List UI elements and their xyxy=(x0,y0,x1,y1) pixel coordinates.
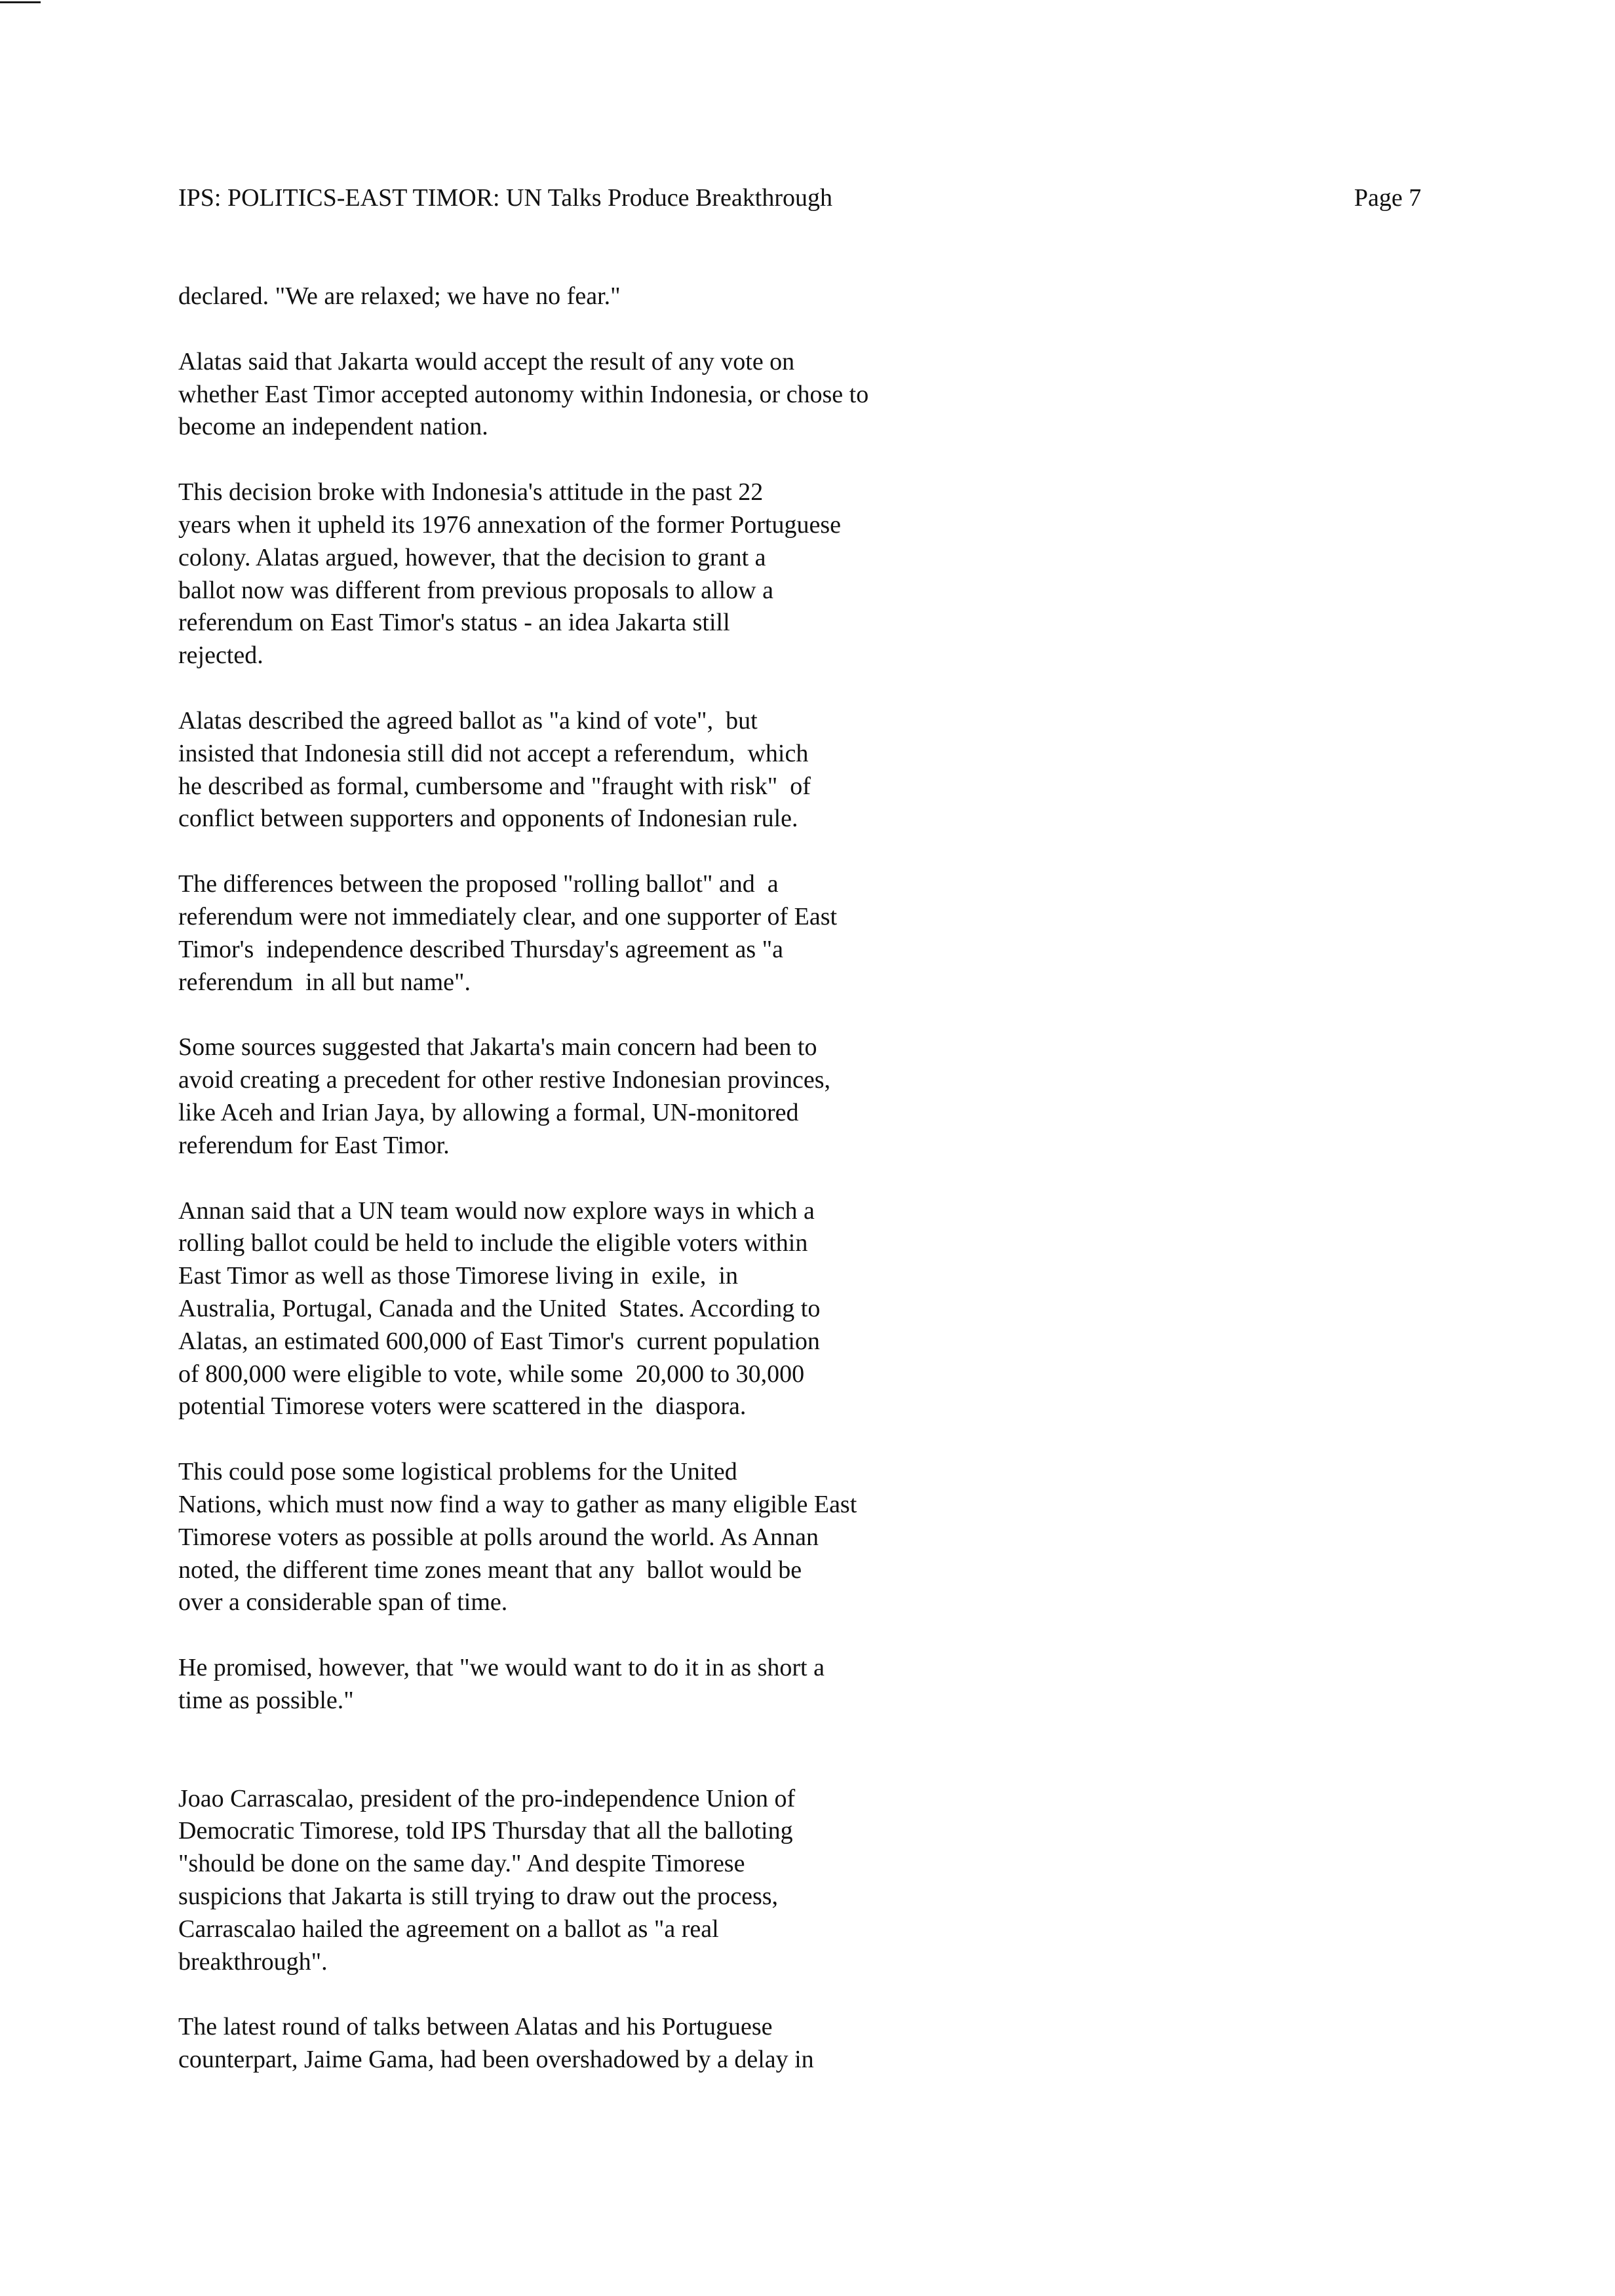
text-line: ballot now was different from previous proposals to allow a xyxy=(178,576,773,604)
text-line: whether East Timor accepted autonomy within Indonesia, or chose to xyxy=(178,380,869,408)
text-line: suspicions that Jakarta is still trying to draw out the process, xyxy=(178,1883,779,1911)
paragraph-3 xyxy=(178,476,978,672)
text-line: rejected. xyxy=(178,641,263,670)
text-line: colony. Alatas argued, however, that the decision to grant a xyxy=(178,543,766,571)
text-line: of 800,000 were eligible to vote, while some 20,000 to 30,000 xyxy=(178,1360,805,1388)
paragraph-1 xyxy=(178,280,978,313)
paragraph-spacer xyxy=(178,313,978,346)
text-line: Australia, Portugal, Canada and the United States. According to xyxy=(178,1294,821,1322)
text-line: conflict between supporters and opponents of Indonesian rule. xyxy=(178,805,798,833)
text-line: counterpart, Jaime Gama, had been overshadowed by a delay in xyxy=(178,2046,814,2074)
text-line: over a considerable span of time. xyxy=(178,1588,508,1617)
text-line: Some sources suggested that Jakarta's main concern had been to xyxy=(178,1033,817,1062)
text-line: The differences between the proposed "rolling ballot" and a xyxy=(178,870,779,898)
text-line: Timorese voters as possible at polls around the world. As Annan xyxy=(178,1523,819,1551)
text-line: years when it upheld its 1976 annexation of the former Portuguese xyxy=(178,510,841,539)
paragraph-2 xyxy=(178,346,978,444)
text-line: This could pose some logistical problems for the United xyxy=(178,1458,737,1486)
paragraph-9 xyxy=(178,1652,978,1717)
text-line: rolling ballot could be held to include the eligible voters within xyxy=(178,1229,808,1257)
paragraph-spacer xyxy=(178,1423,978,1456)
text-line: Alatas described the agreed ballot as "a kind of vote", but xyxy=(178,706,758,735)
text-line: time as possible." xyxy=(178,1686,354,1714)
paragraph-spacer xyxy=(178,1619,978,1652)
text-line: referendum in all but name". xyxy=(178,968,471,996)
text-line: become an independent nation. xyxy=(178,413,488,441)
paragraph-spacer xyxy=(178,999,978,1031)
text-line: referendum on East Timor's status - an idea Jakarta still xyxy=(178,609,730,637)
paragraph-5 xyxy=(178,868,978,999)
paragraph-spacer-large xyxy=(178,1717,978,1783)
text-line: he described as formal, cumbersome and "fraught with risk" of xyxy=(178,772,811,800)
text-line: referendum were not immediately clear, and one supporter of East xyxy=(178,902,838,930)
text-line: referendum for East Timor. xyxy=(178,1131,450,1159)
text-line: Timor's independence described Thursday's agreement as "a xyxy=(178,935,784,963)
text-line: East Timor as well as those Timorese living in exile, in xyxy=(178,1262,738,1290)
text-line: Annan said that a UN team would now explore ways in which a xyxy=(178,1196,815,1225)
text-line: "should be done on the same day." And despite Timorese xyxy=(178,1850,745,1878)
text-line: Alatas, an estimated 600,000 of East Timor's current population xyxy=(178,1327,820,1355)
paragraph-6 xyxy=(178,1031,978,1162)
text-line: potential Timorese voters were scattered in the diaspora. xyxy=(178,1392,747,1421)
paragraph-10 xyxy=(178,1783,978,1979)
page-number: Page 7 xyxy=(1354,184,1422,212)
text-line: The latest round of talks between Alatas and his Portuguese xyxy=(178,2013,773,2041)
paragraph-spacer xyxy=(178,1978,978,2011)
text-line: Nations, which must now find a way to gather as many eligible East xyxy=(178,1490,857,1518)
paragraph-spacer xyxy=(178,1162,978,1195)
scan-artifact-mark xyxy=(0,1,41,3)
text-line: like Aceh and Irian Jaya, by allowing a formal, UN-monitored xyxy=(178,1098,799,1126)
running-header-title: IPS: POLITICS-EAST TIMOR: UN Talks Produce Breakthrough xyxy=(178,184,832,212)
paragraph-7 xyxy=(178,1195,978,1424)
text-line: breakthrough". xyxy=(178,1947,328,1976)
text-line: insisted that Indonesia still did not accept a referendum, which xyxy=(178,739,809,767)
text-line: Joao Carrascalao, president of the pro-independence Union of xyxy=(178,1784,796,1812)
text-line: Democratic Timorese, told IPS Thursday that all the balloting xyxy=(178,1817,793,1845)
paragraph-11 xyxy=(178,2011,978,2076)
paragraph-spacer xyxy=(178,835,978,868)
text-line: Carrascalao hailed the agreement on a ballot as "a real xyxy=(178,1915,719,1943)
paragraph-spacer xyxy=(178,444,978,476)
paragraph-8 xyxy=(178,1456,978,1619)
text-line: This decision broke with Indonesia's attitude in the past 22 xyxy=(178,478,764,507)
text-line: He promised, however, that "we would want to do it in as short a xyxy=(178,1654,825,1682)
text-line: avoid creating a precedent for other restive Indonesian provinces, xyxy=(178,1066,830,1094)
text-line: Alatas said that Jakarta would accept the result of any vote on xyxy=(178,347,795,375)
paragraph-4 xyxy=(178,705,978,835)
article-body xyxy=(178,280,978,2076)
text-line: declared. "We are relaxed; we have no fear." xyxy=(178,282,621,310)
paragraph-spacer xyxy=(178,672,978,705)
text-line: noted, the different time zones meant that any ballot would be xyxy=(178,1556,802,1584)
